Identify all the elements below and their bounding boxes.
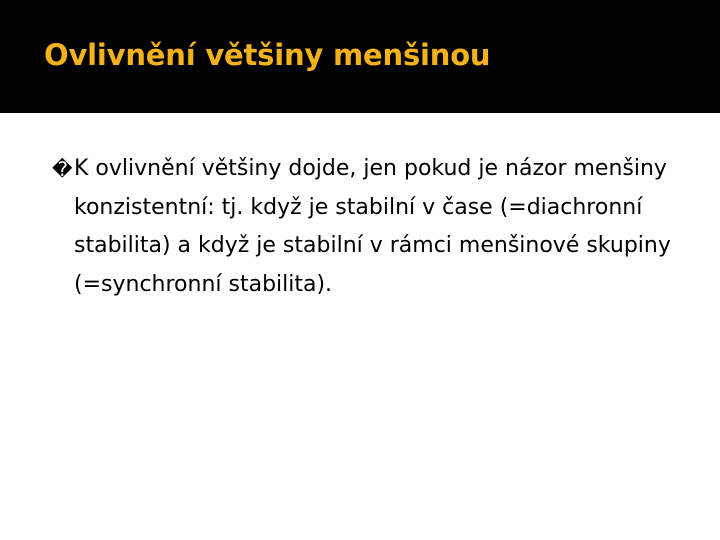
title-bar: [0, 0, 720, 113]
slide-title: Ovlivnění většiny menšinou: [44, 38, 491, 72]
slide-body: [52, 150, 702, 304]
bullet-item: [52, 150, 702, 304]
bullet-text: K ovlivnění většiny dojde, jen pokud je názor menšiny konzistentní: tj. když je stabilní v čase (=diachronní stabilita) a když je stabilní v rámci menšinové skupiny (=synchronní stabilita).: [74, 156, 671, 297]
bullet-marker-icon: �: [52, 157, 73, 181]
